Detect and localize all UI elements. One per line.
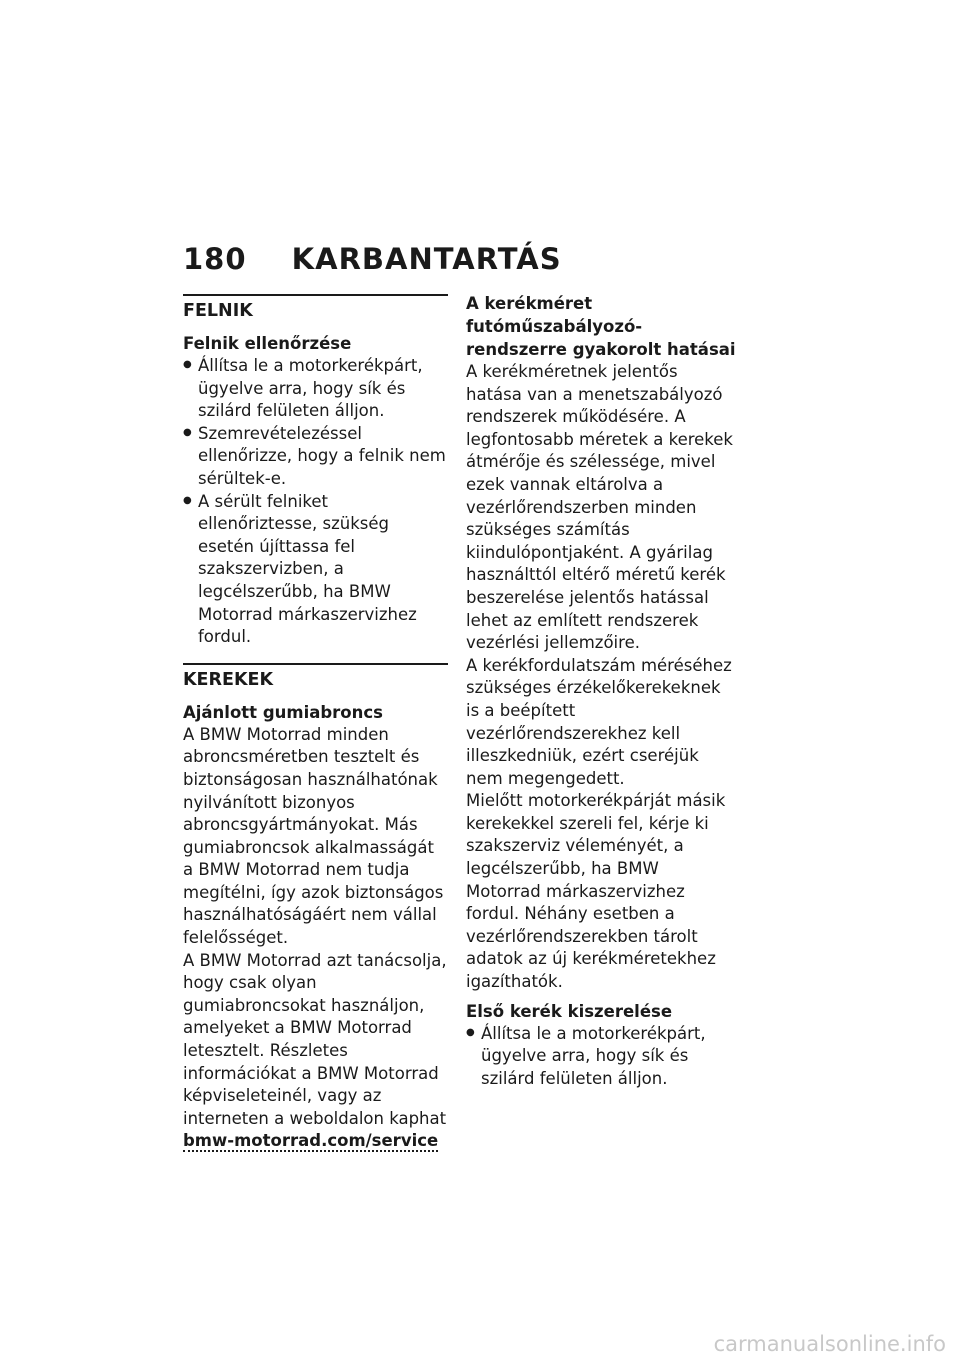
front-wheel-list	[466, 1023, 736, 1091]
section-divider	[183, 663, 448, 665]
subhead-front-wheel-removal: Első kerék kiszerelése	[466, 1001, 673, 1021]
paragraph: A kerékfordulatszám méréséhez szükséges érzékelőkerekeknek is a beépített vezérlőrendszerekhez kell illeszkedniük, ezért cseréjük nem megengedett.	[466, 655, 732, 788]
paragraph: A BMW Motorrad azt tanácsolja, hogy csak olyan gumiabroncsokat használjon, amelyeket a BMW Motorrad letesztelt. Részletes információkat a BMW Motorrad képviseleteinél, vagy az interneten a weboldalon kaphat	[183, 950, 447, 1128]
list-item: ● Állítsa le a motorkerékpárt, ügyelve arra, hogy sík és szilárd felületen álljon.	[183, 355, 448, 423]
page-header	[183, 242, 562, 276]
list-item: ● A sérült felniket ellenőriztesse, szükség esetén újíttassa fel szakszervizben, a legcélszerűbb, ha BMW Motorrad márkaszervizhez fordul.	[183, 491, 448, 649]
subhead-rim-check: Felnik ellenőrzése	[183, 334, 352, 353]
rim-check-list	[183, 355, 448, 649]
list-item: ● Állítsa le a motorkerékpárt, ügyelve arra, hogy sík és szilárd felületen álljon.	[466, 1023, 736, 1091]
section-title-rims: FELNIK	[183, 301, 253, 321]
left-column	[183, 294, 448, 1153]
watermark: carmanualsonline.info	[713, 1332, 946, 1356]
section-title-wheels: KEREKEK	[183, 669, 274, 690]
section-divider	[183, 294, 448, 296]
paragraph: A BMW Motorrad minden abroncsméretben tesztelt és biztonságosan használhatónak nyilvánított bizonyos abroncsgyártmányokat. Más gumiabroncsok alkalmasságát a BMW Motorrad nem tudja megítélni, így azok biztonságos használhatóságáért nem vállal felelősséget.	[183, 724, 444, 948]
subhead-wheel-size-effects: A kerékméret futóműszabályozó-rendszerre gyakorolt hatásai	[466, 294, 736, 359]
chapter-title: KARBANTARTÁS	[291, 242, 562, 276]
service-website-link[interactable]: bmw-motorrad.com/service	[183, 1131, 439, 1151]
paragraph: A kerékméretnek jelentős hatása van a menetszabályozó rendszerek működésére. A legfontosabb méretek a kerekek átmérője és szélessége, mivel ezek vannak eltárolva a vezérlőrendszerben minden szükséges számítás kiindulópontjaként. A gyárilag használttól eltérő méretű kerék beszerelése jelentős hatással lehet az említett rendszerek vezérlési jellemzőire.	[466, 362, 733, 653]
page-number: 180	[183, 242, 247, 276]
subhead-recommended-tyres: Ajánlott gumiabroncs	[183, 702, 383, 722]
paragraph: Mielőtt motorkerékpárját másik kerekekkel szereli fel, kérje ki szakszerviz véleményét, a legcélszerűbb, ha BMW Motorrad márkaszervizhez fordul. Néhány esetben a vezérlőrendszerekben tárolt adatok az új kerékméretekhez igazíthatók.	[466, 791, 726, 992]
list-item: ● Szemrevételezéssel ellenőrizze, hogy a felnik nem sérültek-e.	[183, 423, 448, 491]
right-column	[466, 292, 736, 1090]
